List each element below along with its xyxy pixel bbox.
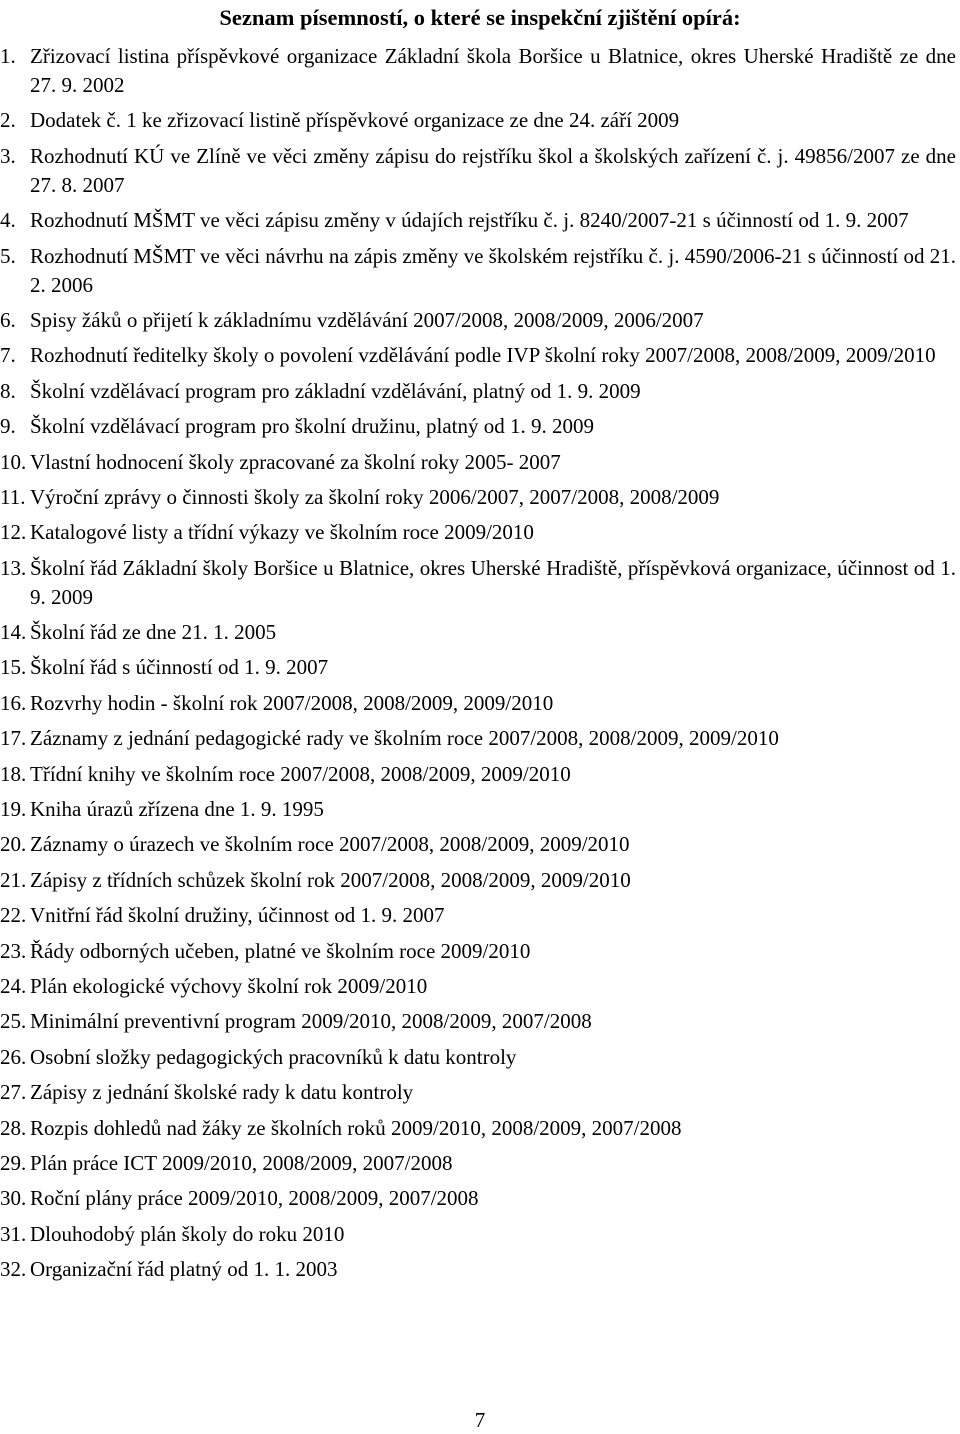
list-item-text: Roční plány práce 2009/2010, 2008/2009, 2007/2008 bbox=[30, 1186, 479, 1211]
list-item bbox=[0, 972, 960, 1001]
list-item-text: Rozhodnutí ředitelky školy o povolení vzdělávání podle IVP školní roky 2007/2008, 2008/2009, 2009/2010 bbox=[30, 343, 936, 368]
list-item-text: Zápisy z třídních schůzek školní rok 2007/2008, 2008/2009, 2009/2010 bbox=[30, 867, 631, 892]
list-item-number: 4. bbox=[0, 208, 16, 233]
list-item-number: 22. bbox=[0, 903, 27, 928]
list-item-number: 21. bbox=[0, 867, 27, 892]
list-item-number: 17. bbox=[0, 726, 27, 751]
list-item-number: 32. bbox=[0, 1257, 27, 1282]
list-item-text: Rozhodnutí MŠMT ve věci návrhu na zápis změny ve školském rejstříku č. j. 4590/2006-21 s účinností od 21. 2. 2006 bbox=[30, 243, 956, 297]
list-item bbox=[0, 341, 960, 370]
list-item bbox=[0, 689, 960, 718]
list-item bbox=[0, 1149, 960, 1178]
list-item-text: Osobní složky pedagogických pracovníků k datu kontroly bbox=[30, 1044, 517, 1069]
list-item bbox=[0, 242, 960, 300]
list-item-number: 20. bbox=[0, 832, 27, 857]
list-item-number: 16. bbox=[0, 690, 27, 715]
list-item bbox=[0, 377, 960, 406]
list-item bbox=[0, 142, 960, 200]
list-item bbox=[0, 1043, 960, 1072]
list-item bbox=[0, 795, 960, 824]
list-item bbox=[0, 554, 960, 612]
list-item-text: Rozhodnutí MŠMT ve věci zápisu změny v údajích rejstříku č. j. 8240/2007-21 s účinností od 1. 9. 2007 bbox=[30, 208, 909, 233]
list-item-number: 30. bbox=[0, 1186, 27, 1211]
list-item-text: Výroční zprávy o činnosti školy za školní roky 2006/2007, 2007/2008, 2008/2009 bbox=[30, 484, 720, 509]
list-item-number: 12. bbox=[0, 520, 27, 545]
list-item-text: Dlouhodobý plán školy do roku 2010 bbox=[30, 1221, 345, 1246]
list-item-number: 25. bbox=[0, 1009, 27, 1034]
list-item-text: Vlastní hodnocení školy zpracované za školní roky 2005- 2007 bbox=[30, 449, 561, 474]
list-item-text: Spisy žáků o přijetí k základnímu vzdělávání 2007/2008, 2008/2009, 2006/2007 bbox=[30, 307, 704, 332]
list-item-number: 5. bbox=[0, 243, 16, 268]
list-item bbox=[0, 1255, 960, 1284]
list-item bbox=[0, 483, 960, 512]
list-item bbox=[0, 724, 960, 753]
list-item-text: Minimální preventivní program 2009/2010, 2008/2009, 2007/2008 bbox=[30, 1009, 592, 1034]
list-item-number: 14. bbox=[0, 620, 27, 645]
document-list bbox=[0, 42, 960, 1291]
list-item-number: 11. bbox=[0, 484, 26, 509]
list-item bbox=[0, 866, 960, 895]
list-item bbox=[0, 653, 960, 682]
list-item-text: Plán práce ICT 2009/2010, 2008/2009, 2007/2008 bbox=[30, 1150, 453, 1175]
list-item-number: 28. bbox=[0, 1115, 27, 1140]
list-item-number: 26. bbox=[0, 1044, 27, 1069]
list-item-number: 24. bbox=[0, 973, 27, 998]
list-item-text: Kniha úrazů zřízena dne 1. 9. 1995 bbox=[30, 797, 324, 822]
list-item-number: 9. bbox=[0, 414, 16, 439]
list-item bbox=[0, 448, 960, 477]
list-item bbox=[0, 206, 960, 235]
document-heading: Seznam písemností, o které se inspekční zjištění opírá: bbox=[219, 5, 741, 30]
list-item-text: Dodatek č. 1 ke zřizovací listině příspěvkové organizace ze dne 24. září 2009 bbox=[30, 108, 680, 133]
list-item bbox=[0, 830, 960, 859]
list-item bbox=[0, 760, 960, 789]
list-item-text: Katalogové listy a třídní výkazy ve školním roce 2009/2010 bbox=[30, 520, 534, 545]
list-item-number: 6. bbox=[0, 307, 16, 332]
list-item-number: 18. bbox=[0, 761, 27, 786]
list-item-text: Rozvrhy hodin - školní rok 2007/2008, 2008/2009, 2009/2010 bbox=[30, 690, 554, 715]
list-item-number: 8. bbox=[0, 378, 16, 403]
list-item-text: Rozpis dohledů nad žáky ze školních roků 2009/2010, 2008/2009, 2007/2008 bbox=[30, 1115, 682, 1140]
list-item-text: Rozhodnutí KÚ ve Zlíně ve věci změny zápisu do rejstříku škol a školských zařízení č. j. 49856/2007 ze dne 27. 8. 2007 bbox=[30, 143, 956, 197]
list-item bbox=[0, 106, 960, 135]
list-item-text: Školní vzdělávací program pro základní vzdělávání, platný od 1. 9. 2009 bbox=[30, 378, 641, 403]
list-item-text: Plán ekologické výchovy školní rok 2009/2010 bbox=[30, 973, 428, 998]
list-item bbox=[0, 306, 960, 335]
list-item-text: Zápisy z jednání školské rady k datu kontroly bbox=[30, 1080, 414, 1105]
list-item bbox=[0, 618, 960, 647]
list-item bbox=[0, 1184, 960, 1213]
list-item bbox=[0, 901, 960, 930]
list-item-number: 13. bbox=[0, 555, 27, 580]
list-item-number: 3. bbox=[0, 143, 16, 168]
list-item bbox=[0, 412, 960, 441]
list-item-number: 1. bbox=[0, 44, 16, 68]
list-item-text: Vnitřní řád školní družiny, účinnost od 1. 9. 2007 bbox=[30, 903, 445, 928]
list-item bbox=[0, 42, 960, 100]
list-item-text: Třídní knihy ve školním roce 2007/2008, 2008/2009, 2009/2010 bbox=[30, 761, 571, 786]
list-item bbox=[0, 937, 960, 966]
list-item-number: 19. bbox=[0, 797, 27, 822]
list-item-text: Zřizovací listina příspěvkové organizace Základní škola Boršice u Blatnice, okres Uherské Hradiště ze dne 27. 9. 2002 bbox=[30, 44, 956, 97]
list-item-text: Záznamy o úrazech ve školním roce 2007/2008, 2008/2009, 2009/2010 bbox=[30, 832, 630, 857]
list-item-number: 27. bbox=[0, 1080, 27, 1105]
list-item bbox=[0, 1078, 960, 1107]
list-item-number: 31. bbox=[0, 1221, 27, 1246]
list-item-text: Školní vzdělávací program pro školní družinu, platný od 1. 9. 2009 bbox=[30, 414, 594, 439]
list-item bbox=[0, 1220, 960, 1249]
list-item-text: Školní řád ze dne 21. 1. 2005 bbox=[30, 620, 277, 645]
list-item-text: Školní řád s účinností od 1. 9. 2007 bbox=[30, 655, 329, 680]
list-item-number: 10. bbox=[0, 449, 27, 474]
list-item-number: 15. bbox=[0, 655, 27, 680]
list-item-number: 23. bbox=[0, 938, 27, 963]
list-item-number: 29. bbox=[0, 1150, 27, 1175]
page-number: 7 bbox=[474, 1408, 486, 1432]
list-item bbox=[0, 1114, 960, 1143]
list-item bbox=[0, 518, 960, 547]
list-item-text: Záznamy z jednání pedagogické rady ve školním roce 2007/2008, 2008/2009, 2009/2010 bbox=[30, 726, 779, 751]
list-item bbox=[0, 1007, 960, 1036]
list-item-number: 7. bbox=[0, 343, 16, 368]
list-item-number: 2. bbox=[0, 108, 16, 133]
list-item-text: Řády odborných učeben, platné ve školním roce 2009/2010 bbox=[30, 938, 531, 963]
list-item-text: Školní řád Základní školy Boršice u Blatnice, okres Uherské Hradiště, příspěvková organizace, účinnost od 1. 9. 2009 bbox=[30, 555, 956, 609]
list-item-text: Organizační řád platný od 1. 1. 2003 bbox=[30, 1257, 338, 1282]
